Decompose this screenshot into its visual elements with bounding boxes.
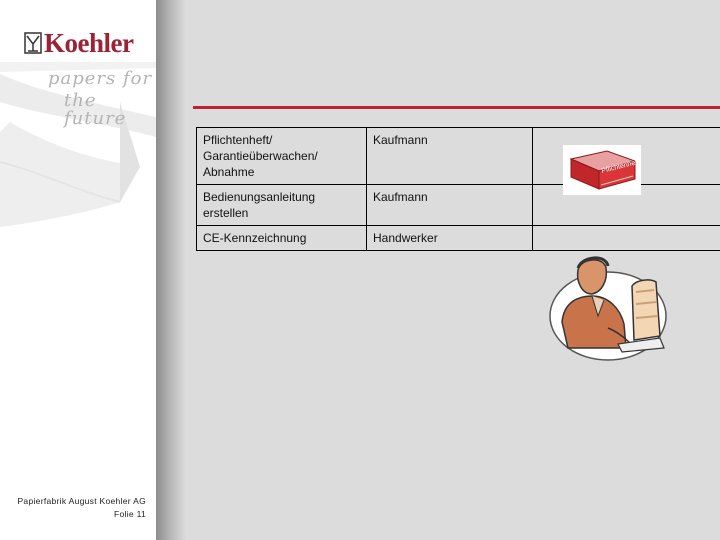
task-cell: Bedienungsanleitung erstellen: [197, 185, 367, 226]
role-cell: Kaufmann: [367, 185, 533, 226]
sidebar-shadow: [156, 0, 186, 540]
tagline-line1: papers for: [48, 68, 153, 89]
brand-name: Koehler: [44, 27, 134, 58]
table-row: [197, 185, 720, 226]
tagline-line2: the future: [64, 90, 127, 129]
koehler-emblem-icon: [24, 32, 42, 54]
footer-slide-number: Folie 11: [113, 509, 146, 519]
sidebar: [0, 0, 156, 540]
task-table: [196, 127, 720, 251]
extra-cell: [533, 226, 720, 251]
task-cell: CE-Kennzeichnung: [197, 226, 367, 251]
footer-company: Papierfabrik August Koehler AG: [17, 496, 146, 506]
brand-logo: [24, 29, 144, 57]
table-row: [197, 128, 720, 185]
role-cell: Handwerker: [367, 226, 533, 251]
header-divider: [193, 106, 720, 109]
red-book-icon: [563, 145, 641, 195]
person-at-computer-icon: [548, 252, 678, 364]
task-cell: Pflichtenheft/ Garantieüberwachen/ Abnahme: [197, 128, 367, 185]
role-cell: Kaufmann: [367, 128, 533, 185]
table-row: [197, 226, 720, 251]
book-label: Pflichtenheft: [600, 158, 640, 175]
